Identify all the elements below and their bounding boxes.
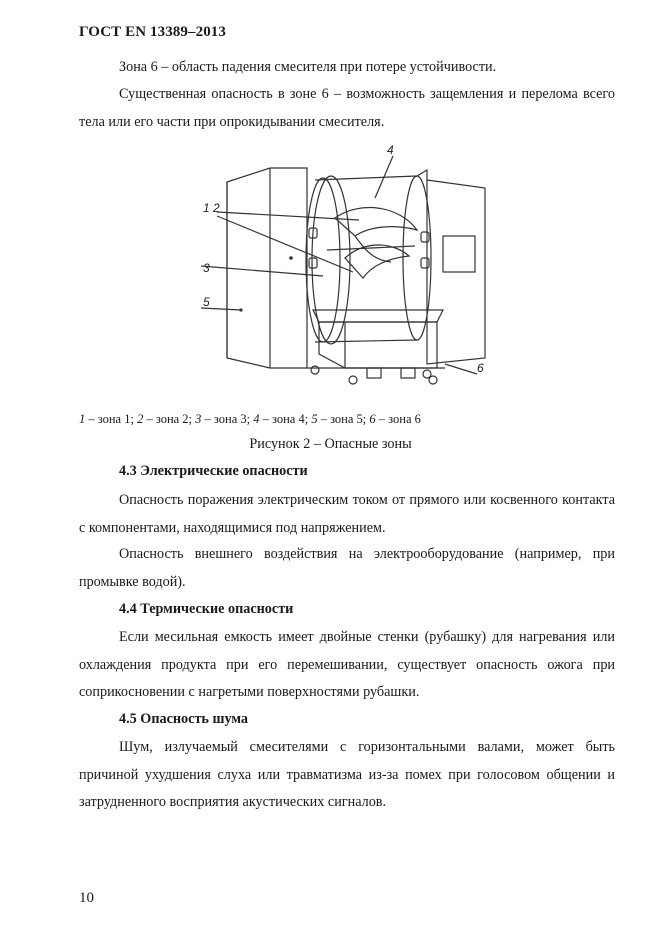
figure-title: Рисунок 2 – Опасные зоны: [249, 436, 412, 452]
label-5: 5: [203, 295, 210, 309]
caption-num-4: 4: [253, 412, 260, 426]
mixer-drawing: [195, 140, 505, 395]
label-4: 4: [387, 143, 394, 157]
caption-text-4: – зона 4;: [259, 412, 312, 426]
page-number: 10: [79, 890, 94, 906]
caption-text-5: – зона 5;: [317, 412, 370, 426]
caption-num-5: 5: [311, 412, 318, 426]
zone6-hazard: Существенная опасность в зоне 6 – возможность защемления и перелома всего тела или его части при опрокидывании смесителя.: [79, 86, 615, 130]
label-1: 1: [203, 201, 210, 215]
section-heading-4-5: 4.5 Опасность шума: [119, 711, 249, 727]
document-header: ГОСТ EN 13389–2013: [79, 24, 226, 40]
caption-num-3: 3: [195, 412, 202, 426]
section-4-3-paragraph-1: Опасность поражения электрическим током от прямого или косвенного контакта с компонентами, находящимися под напряжением.: [79, 492, 615, 536]
caption-text-2: – зона 2;: [143, 412, 196, 426]
label-6: 6: [477, 361, 484, 375]
left-cabinet: [227, 168, 307, 368]
figure-caption: [79, 412, 421, 427]
label-2: 2: [213, 201, 220, 215]
mixing-blade-lower: [345, 245, 409, 278]
section-heading-4-3: 4.3 Электрические опасности: [119, 463, 308, 479]
caption-num-6: 6: [369, 412, 376, 426]
mixer-hazard-zones-figure: [195, 140, 505, 395]
tub-rim: [313, 310, 443, 322]
caption-num-1: 1: [79, 412, 86, 426]
caption-text-1: – зона 1;: [85, 412, 138, 426]
section-heading-4-4: 4.4 Термические опасности: [119, 601, 294, 617]
section-4-5-paragraph-1: Шум, излучаемый смесителями с горизонтальными валами, может быть причиной ухудшения слуха или травматизма из-за помех при голосовом общении и затрудненного восприятия акустических сигналов.: [79, 739, 615, 810]
section-4-4-paragraph-1: Если месильная емкость имеет двойные стенки (рубашку) для нагревания или охлаждения продукта при его перемешивании, существует опасность ожога при соприкосновении с нагретыми поверхностями рубашки.: [79, 629, 615, 700]
caption-text-6: – зона 6: [375, 412, 421, 426]
label-3: 3: [203, 261, 210, 275]
control-panel: [443, 236, 475, 272]
section-4-3-paragraph-2: Опасность внешнего воздействия на электрооборудование (например, при промывке водой).: [79, 546, 615, 590]
tub: [319, 322, 437, 368]
caption-num-2: 2: [137, 412, 144, 426]
wheel: [311, 366, 319, 374]
zone6-definition: Зона 6 – область падения смесителя при потере устойчивости.: [119, 59, 497, 75]
caption-text-3: – зона 3;: [201, 412, 254, 426]
